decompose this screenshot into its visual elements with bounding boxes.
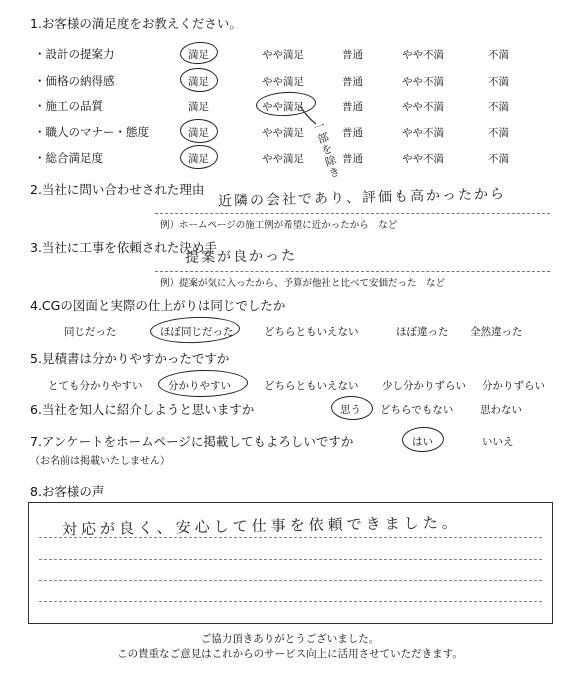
option-fuman[interactable]: 不満 — [488, 101, 509, 113]
option-manzoku[interactable]: 満足 — [188, 76, 209, 88]
option-futsu[interactable]: 普通 — [342, 101, 363, 113]
q3-example: 例）提案が気に入ったから、予算が他社と比べて安価だった など — [160, 278, 446, 289]
option-yaya-manzoku[interactable]: やや満足 — [262, 76, 304, 88]
q7-note: （お名前は掲載いたしません） — [30, 456, 170, 467]
q4-option-same[interactable]: 同じだった — [64, 326, 117, 338]
q8-answer: 対応が良く、安心して仕事を依頼できました。 — [61, 513, 461, 539]
q2-title: 2.当社に問い合わせされた理由 — [30, 182, 205, 197]
option-yaya-fuman[interactable]: やや不満 — [402, 49, 444, 61]
option-yaya-fuman[interactable]: やや不満 — [402, 101, 444, 113]
q7-option-no[interactable]: いいえ — [482, 436, 514, 448]
option-manzoku[interactable]: 満足 — [188, 49, 209, 61]
selection-circle — [402, 426, 445, 452]
selection-circle — [180, 118, 219, 143]
q1-item-label: ・職人のマナー・態度 — [34, 125, 149, 139]
selection-circle — [331, 395, 374, 420]
option-fuman[interactable]: 不満 — [488, 49, 509, 61]
q5-option-very-clear[interactable]: とても分かりやすい — [48, 380, 143, 392]
option-futsu[interactable]: 普通 — [342, 76, 363, 88]
option-manzoku[interactable]: 満足 — [188, 101, 209, 113]
selection-circle — [179, 144, 218, 170]
option-yaya-fuman[interactable]: やや不満 — [402, 76, 444, 88]
selection-circle — [179, 41, 218, 66]
q1-item-label: ・価格の納得感 — [34, 74, 115, 88]
option-futsu[interactable]: 普通 — [342, 153, 363, 165]
q1-item-label: ・設計の提案力 — [34, 47, 115, 61]
q3-title: 3.当社に工事を依頼された決め手 — [30, 240, 217, 255]
voice-line — [39, 559, 542, 560]
selection-circle — [158, 369, 248, 398]
q3-answer: 提案が良かった — [184, 248, 298, 266]
option-yaya-manzoku[interactable]: やや満足 — [262, 127, 304, 139]
q6-option-yes[interactable]: 思う — [340, 404, 361, 416]
option-fuman[interactable]: 不満 — [488, 153, 509, 165]
q5-title: 5.見積書は分かりやすかったですか — [30, 351, 230, 366]
option-yaya-manzoku[interactable]: やや満足 — [262, 153, 304, 165]
option-yaya-manzoku[interactable]: やや満足 — [262, 101, 304, 113]
q4-option-almost-same[interactable]: ほぼ同じだった — [160, 326, 234, 338]
footer-thanks: ご協力頂きありがとうございました。 — [200, 633, 380, 645]
option-yaya-fuman[interactable]: やや不満 — [402, 153, 444, 165]
answer-line — [155, 213, 550, 214]
footer-message: この貴重なご意見はこれからのサービス向上に活用させていただきます。 — [117, 648, 463, 660]
option-manzoku[interactable]: 満足 — [188, 127, 209, 139]
note-arrow-icon — [298, 104, 318, 126]
q4-title: 4.CGの図面と実際の仕上がりは同じでしたか — [30, 298, 286, 313]
q4-option-almost-different[interactable]: ほぼ違った — [396, 326, 449, 338]
q4-option-different[interactable]: 全然違った — [470, 326, 523, 338]
q5-option-neither[interactable]: どちらともいえない — [264, 380, 359, 392]
option-fuman[interactable]: 不満 — [488, 127, 509, 139]
option-futsu[interactable]: 普通 — [342, 49, 363, 61]
option-manzoku[interactable]: 満足 — [188, 153, 209, 165]
option-futsu[interactable]: 普通 — [342, 127, 363, 139]
voice-line — [39, 580, 542, 581]
q5-option-bit-unclear[interactable]: 少し分かりずらい — [382, 380, 466, 392]
q5-option-unclear[interactable]: 分かりずらい — [482, 380, 545, 392]
q4-option-neither[interactable]: どちらともいえない — [264, 326, 359, 338]
option-yaya-fuman[interactable]: やや不満 — [402, 127, 444, 139]
selection-circle — [179, 67, 218, 93]
q1-item-label: ・総合満足度 — [34, 151, 103, 165]
option-fuman[interactable]: 不満 — [488, 76, 509, 88]
selection-circle — [150, 315, 241, 344]
q1-title: 1.お客様の満足度をお教えください。 — [30, 16, 242, 31]
q6-option-neither[interactable]: どちらでもない — [380, 404, 454, 416]
q8-title: 8.お客様の声 — [30, 484, 105, 499]
q1-note: 一部を除き — [311, 119, 342, 181]
q7-title: 7.アンケートをホームページに掲載してもよろしいですか — [30, 434, 354, 449]
q5-option-clear[interactable]: 分かりやすい — [168, 380, 231, 392]
q1-item-label: ・施工の品質 — [34, 99, 103, 113]
q6-title: 6.当社を知人に紹介しようと思いますか — [30, 402, 255, 417]
answer-line — [155, 271, 550, 272]
q2-answer: 近隣の会社であり、評価も高かったから — [217, 186, 507, 210]
q7-option-yes[interactable]: はい — [412, 436, 433, 448]
option-yaya-manzoku[interactable]: やや満足 — [262, 49, 304, 61]
q6-option-no[interactable]: 思わない — [480, 404, 522, 416]
voice-line — [39, 601, 542, 602]
q2-example: 例）ホームページの施工例が希望に近かったから など — [160, 220, 398, 231]
